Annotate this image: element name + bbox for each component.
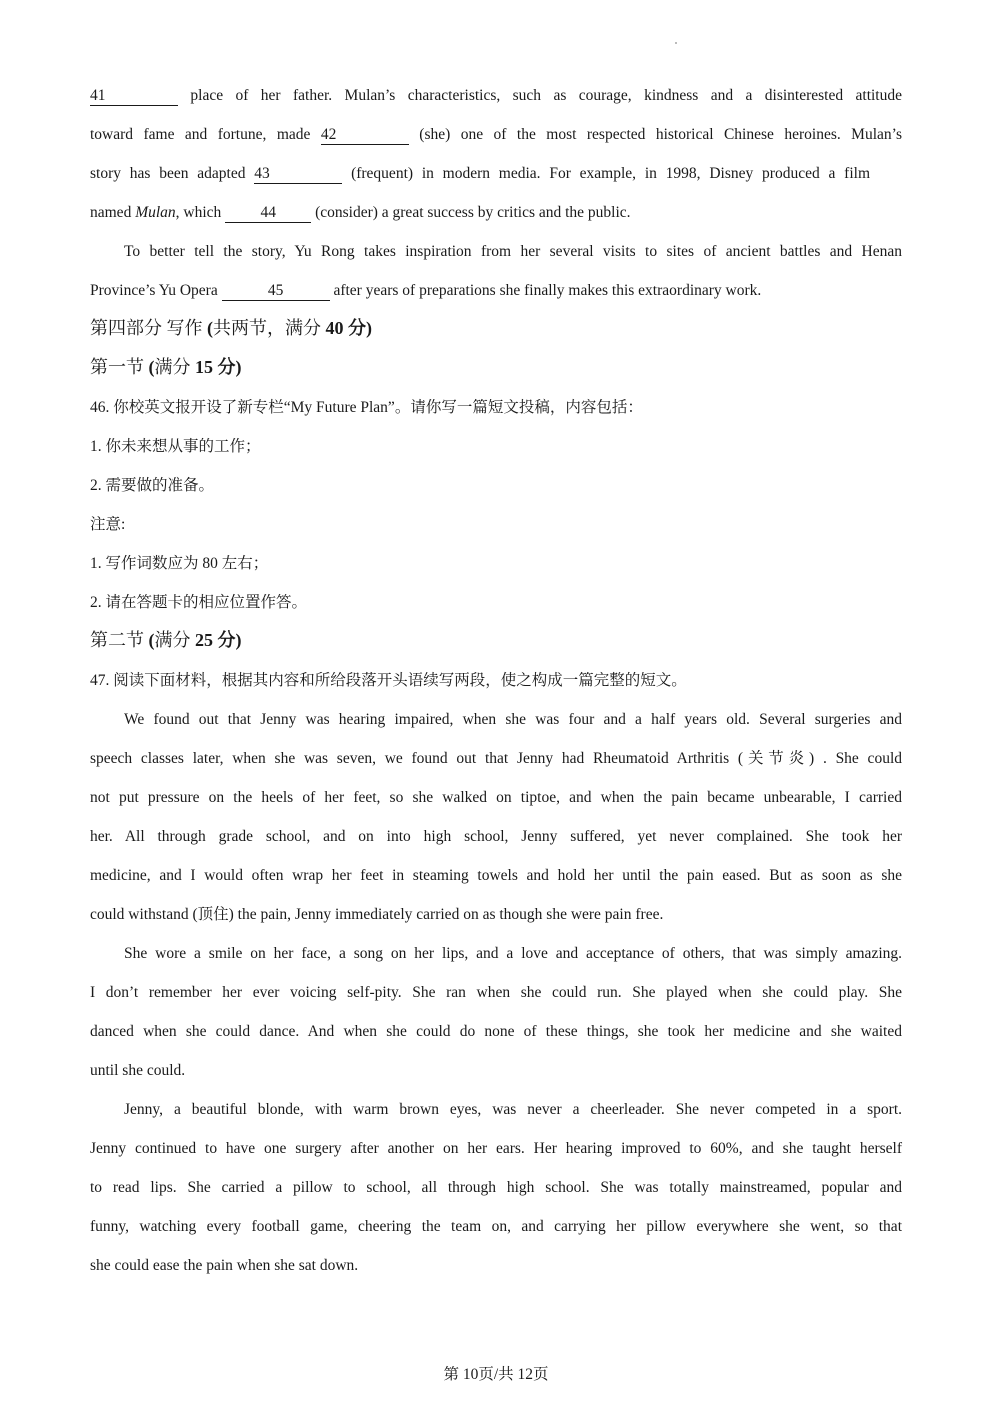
q46-note-label: 注意: xyxy=(90,516,126,533)
story-line: I don’t remember her ever voicing self-pity. She ran when she could run. She played when she could play. She xyxy=(90,984,902,1001)
story-line: danced when she could dance. And when she could do none of these things, she took her medicine and she waited xyxy=(90,1023,902,1040)
heading-text: ( xyxy=(148,357,155,377)
heading-text: 第二节 xyxy=(90,630,149,650)
q46-note-2: 2. 请在答题卡的相应位置作答。 xyxy=(90,594,308,611)
blank-44[interactable]: 44 xyxy=(225,205,311,223)
story-line: funny, watching every football game, cheering the team on, and carrying her pillow everywhere she went, so that xyxy=(90,1218,902,1235)
passage-text: place of her father. Mulan’s characteristics, such as courage, kindness and a disinterested attitude xyxy=(178,87,902,104)
passage-text: story has been adapted xyxy=(90,165,255,182)
passage-text: (consider) a great success by critics and the public. xyxy=(311,204,631,221)
story-line: She wore a smile on her face, a song on her lips, and a love and acceptance of others, that was simply amazing. xyxy=(124,945,902,962)
story-line: she could ease the pain when she sat down. xyxy=(90,1257,359,1274)
blank-43[interactable]: 43 xyxy=(254,166,342,184)
passage-text: (frequent) in modern media. For example, in 1998, Disney produced a film xyxy=(342,165,870,182)
q46-item-2: 2. 需要做的准备。 xyxy=(90,477,215,494)
story-line: until she could. xyxy=(90,1062,186,1079)
film-title: Mulan xyxy=(135,204,176,221)
heading-text: 第四部分 写作 xyxy=(90,318,207,338)
passage-text: , which xyxy=(175,204,226,221)
passage-line xyxy=(90,86,902,106)
passage-text: named xyxy=(90,204,136,221)
story-line: Jenny continued to have one surgery after another on her ears. Her hearing improved to 60%, and she taught herself xyxy=(90,1140,902,1157)
story-line: could withstand (顶住) the pain, Jenny immediately carried on as though she were pain free. xyxy=(90,906,664,923)
passage-text: (she) one of the most respected historical Chinese heroines. Mulan’s xyxy=(408,126,902,143)
story-line: her. All through grade school, and on into high school, Jenny suffered, yet never complained. She took her xyxy=(90,828,902,845)
passage-text: after years of preparations she finally makes this extraordinary work. xyxy=(329,282,762,299)
q46-note-1: 1. 写作词数应为 80 左右； xyxy=(90,555,269,572)
blank-45[interactable]: 45 xyxy=(222,283,330,301)
heading-text: 分) xyxy=(213,630,242,650)
q46-prompt: 46. 你校英文报开设了新专栏“My Future Plan”。请你写一篇短文投稿，内容包括： xyxy=(90,399,643,416)
story-line: speech classes later, when she was seven, we found out that Jenny had Rheumatoid Arthritis (关节炎) . She could xyxy=(90,750,902,767)
story-line: We found out that Jenny was hearing impaired, when she was four and a half years old. Several surgeries and xyxy=(124,711,902,728)
heading-text: 分) xyxy=(343,318,372,338)
heading-text: 第一节 xyxy=(90,357,149,377)
heading-text: 满分 xyxy=(154,357,195,377)
heading-text: ( xyxy=(207,318,213,338)
q47-prompt: 47. 阅读下面材料，根据其内容和所给段落开头语续写两段，使之构成一篇完整的短文。 xyxy=(90,672,687,689)
heading-text: 15 xyxy=(195,357,213,377)
story-line: to read lips. She carried a pillow to school, all through high school. She was totally mainstreamed, popular and xyxy=(90,1179,902,1196)
q46-item-1: 1. 你未来想从事的工作； xyxy=(90,438,261,455)
blank-41[interactable]: 41 xyxy=(90,88,178,106)
passage-line: To better tell the story, Yu Rong takes inspiration from her several visits to sites of ancient battles and Henan xyxy=(124,243,902,260)
story-line: not put pressure on the heels of her feet, so she walked on tiptoe, and when the pain became unbearable, I carried xyxy=(90,789,902,806)
passage-line xyxy=(90,164,870,184)
part4-heading xyxy=(90,318,902,338)
passage-line xyxy=(90,125,902,145)
heading-text: 40 xyxy=(325,318,344,338)
section2-heading xyxy=(90,630,902,650)
passage-text: toward fame and fortune, made xyxy=(90,126,321,143)
heading-text: 分) xyxy=(213,357,242,377)
blank-42[interactable]: 42 xyxy=(321,127,409,145)
passage-text: Province’s Yu Opera xyxy=(90,282,222,299)
heading-text: 满分 xyxy=(154,630,195,650)
passage-line xyxy=(90,281,902,301)
heading-text: ( xyxy=(148,630,155,650)
page-number: 第 10页/共 12页 xyxy=(443,1366,549,1383)
heading-text: 共两节，满分 xyxy=(213,318,326,338)
section1-heading xyxy=(90,357,902,377)
story-line: Jenny, a beautiful blonde, with warm brown eyes, was never a cheerleader. She never competed in a sport. xyxy=(124,1101,902,1118)
scan-dot xyxy=(675,42,677,44)
passage-line xyxy=(90,203,902,223)
heading-text: 25 xyxy=(195,630,213,650)
story-line: medicine, and I would often wrap her feet in steaming towels and hold her until the pain eased. But as soon as she xyxy=(90,867,902,884)
